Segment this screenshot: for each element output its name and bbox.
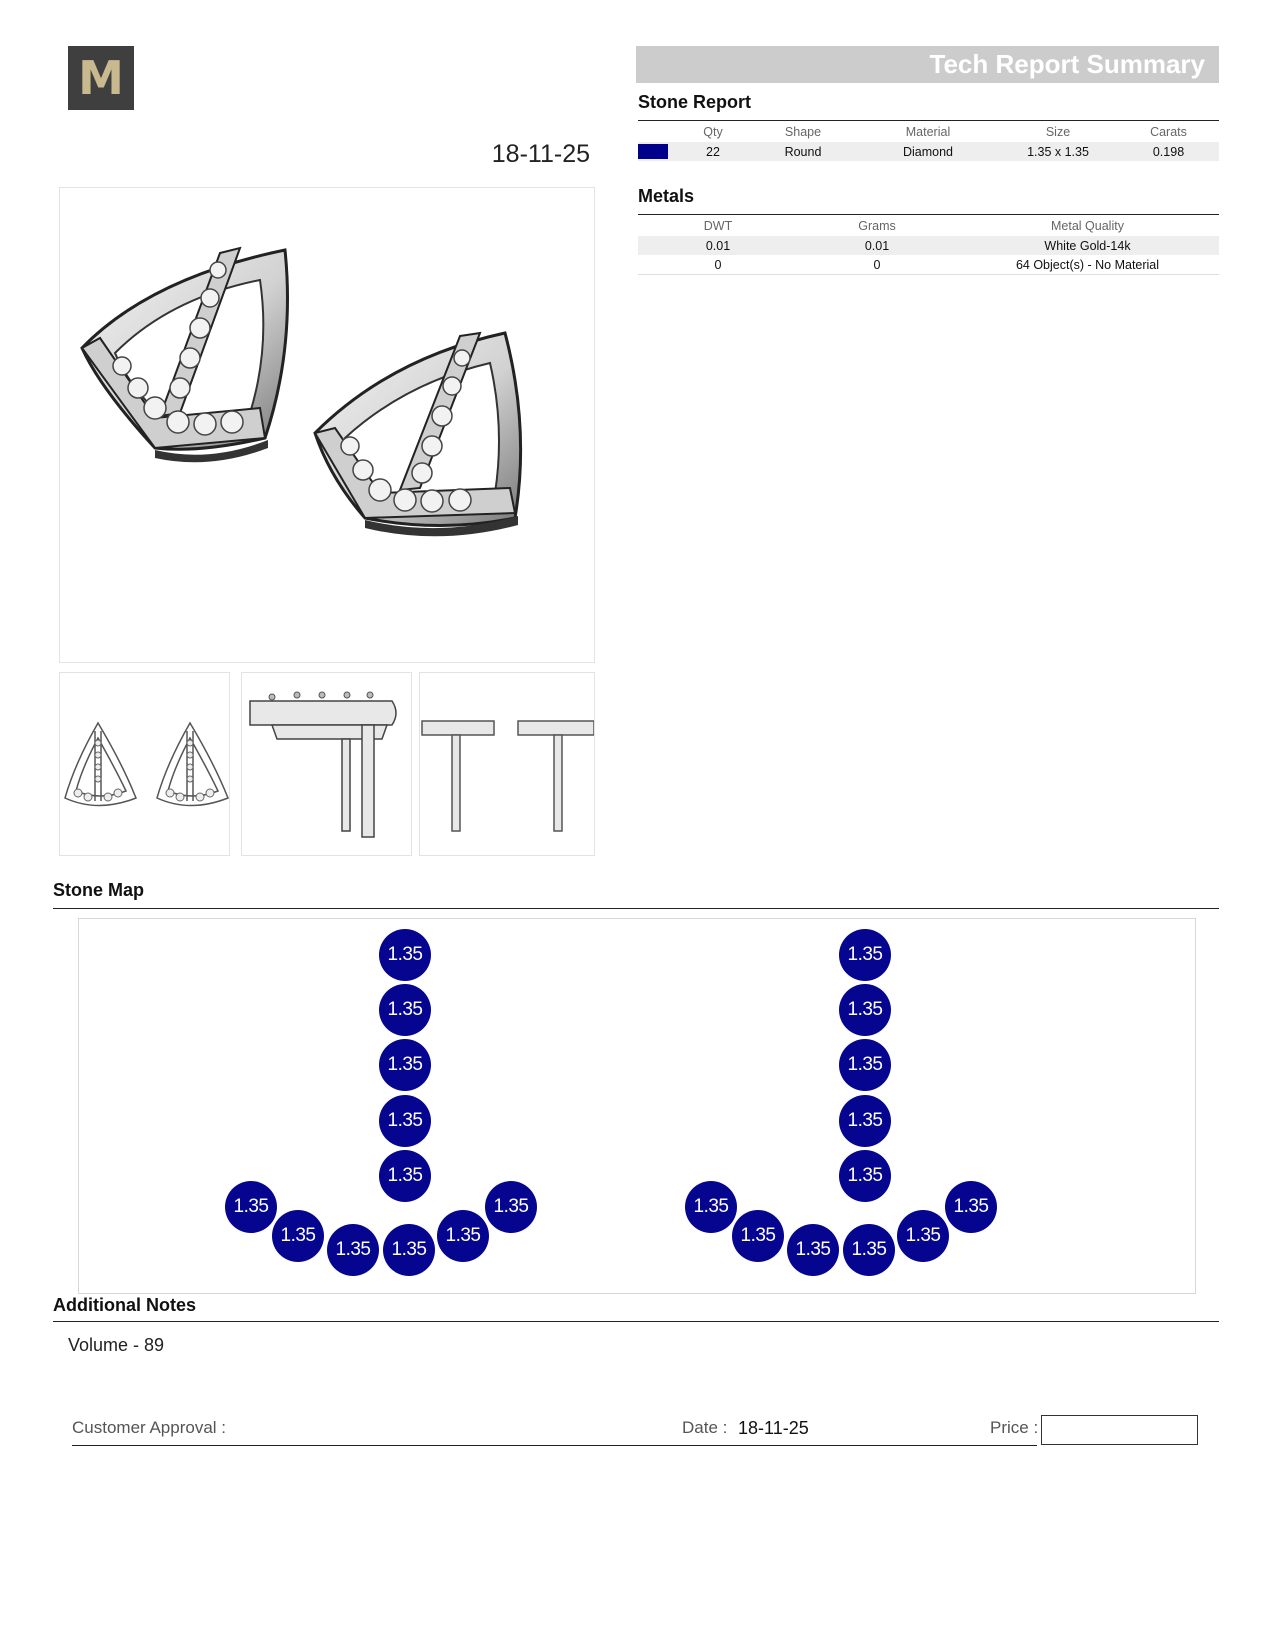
stone-report-rule xyxy=(638,120,1219,121)
column-header: Carats xyxy=(1150,125,1187,139)
title-bar xyxy=(636,46,1219,83)
stone-marker: 1.35 xyxy=(839,984,891,1036)
stone-marker: 1.35 xyxy=(839,1095,891,1147)
metals-rule xyxy=(638,214,1219,215)
qty-cell: 22 xyxy=(678,142,748,161)
front-view-render xyxy=(60,673,229,855)
size-cell: 1.35 x 1.35 xyxy=(998,142,1118,161)
shape-cell: Round xyxy=(748,142,858,161)
additional-notes-rule xyxy=(53,1321,1219,1322)
price-label: Price : xyxy=(990,1418,1039,1437)
stone-marker: 1.35 xyxy=(787,1224,839,1276)
stone-marker: 1.35 xyxy=(839,1150,891,1202)
main-render-view xyxy=(59,187,595,663)
customer-approval-label: Customer Approval : xyxy=(72,1418,227,1437)
stone-marker: 1.35 xyxy=(839,1039,891,1091)
stone-marker: 1.35 xyxy=(379,1095,431,1147)
stone-marker: 1.35 xyxy=(843,1224,895,1276)
earring-right xyxy=(315,333,521,536)
column-header: Qty xyxy=(703,125,723,139)
column-header: Size xyxy=(1045,125,1071,139)
stone-report-header-row xyxy=(638,122,1219,142)
company-logo xyxy=(68,46,134,110)
metals-header-row xyxy=(638,216,1219,236)
table-row xyxy=(638,236,1219,255)
carats-cell: 0.198 xyxy=(1118,142,1219,161)
metals-heading: Metals xyxy=(638,186,695,206)
date-label: Date : xyxy=(682,1418,728,1437)
earrings-render xyxy=(60,188,594,662)
column-header: Grams xyxy=(858,219,896,233)
thumbnail-side-view[interactable] xyxy=(241,672,412,856)
stone-report-table xyxy=(638,122,1219,161)
report-title: Tech Report Summary xyxy=(929,49,1205,79)
stone-report-heading: Stone Report xyxy=(638,92,752,112)
grams-cell: 0.01 xyxy=(798,236,956,255)
stone-marker: 1.35 xyxy=(732,1210,784,1262)
stone-marker: 1.35 xyxy=(839,929,891,981)
stone-marker: 1.35 xyxy=(437,1210,489,1262)
table-row xyxy=(638,142,1219,161)
approval-date-value: 18-11-25 xyxy=(738,1418,809,1438)
dwt-cell: 0.01 xyxy=(638,236,798,255)
stone-marker: 1.35 xyxy=(379,984,431,1036)
table-row xyxy=(638,255,1219,275)
stone-map-heading: Stone Map xyxy=(53,880,145,900)
stone-marker: 1.35 xyxy=(685,1181,737,1233)
stone-marker: 1.35 xyxy=(272,1210,324,1262)
stone-color-swatch xyxy=(638,144,668,159)
profile-view-render xyxy=(420,673,594,855)
stone-marker: 1.35 xyxy=(485,1181,537,1233)
column-header: Shape xyxy=(784,125,822,139)
stone-map-rule xyxy=(53,908,1219,909)
material-cell: Diamond xyxy=(858,142,998,161)
column-header: Material xyxy=(905,125,951,139)
stone-marker: 1.35 xyxy=(327,1224,379,1276)
price-field[interactable] xyxy=(1041,1415,1198,1445)
logo-letter: M xyxy=(78,51,124,105)
stone-color-cell xyxy=(638,142,678,161)
stone-marker: 1.35 xyxy=(379,1039,431,1091)
quality-cell: 64 Object(s) - No Material xyxy=(956,255,1219,275)
thumbnail-profile-view[interactable] xyxy=(419,672,595,856)
stone-marker: 1.35 xyxy=(897,1210,949,1262)
stone-marker: 1.35 xyxy=(379,1150,431,1202)
additional-notes-heading: Additional Notes xyxy=(53,1295,196,1315)
stone-marker: 1.35 xyxy=(383,1224,435,1276)
stone-marker: 1.35 xyxy=(379,929,431,981)
side-view-render xyxy=(242,673,411,855)
report-date: 18-11-25 xyxy=(491,140,590,168)
stone-marker: 1.35 xyxy=(225,1181,277,1233)
column-header: Metal Quality xyxy=(1051,219,1124,233)
metals-table xyxy=(638,216,1219,275)
column-header: DWT xyxy=(703,219,733,233)
quality-cell: White Gold-14k xyxy=(956,236,1219,255)
notes-text: Volume - 89 xyxy=(68,1335,165,1355)
color-column-header xyxy=(638,122,678,142)
thumbnail-front-view[interactable] xyxy=(59,672,230,856)
stone-map-panel xyxy=(78,918,1196,1294)
dwt-cell: 0 xyxy=(638,255,798,275)
customer-approval-signature-line[interactable] xyxy=(72,1445,1037,1446)
grams-cell: 0 xyxy=(798,255,956,275)
stone-marker: 1.35 xyxy=(945,1181,997,1233)
